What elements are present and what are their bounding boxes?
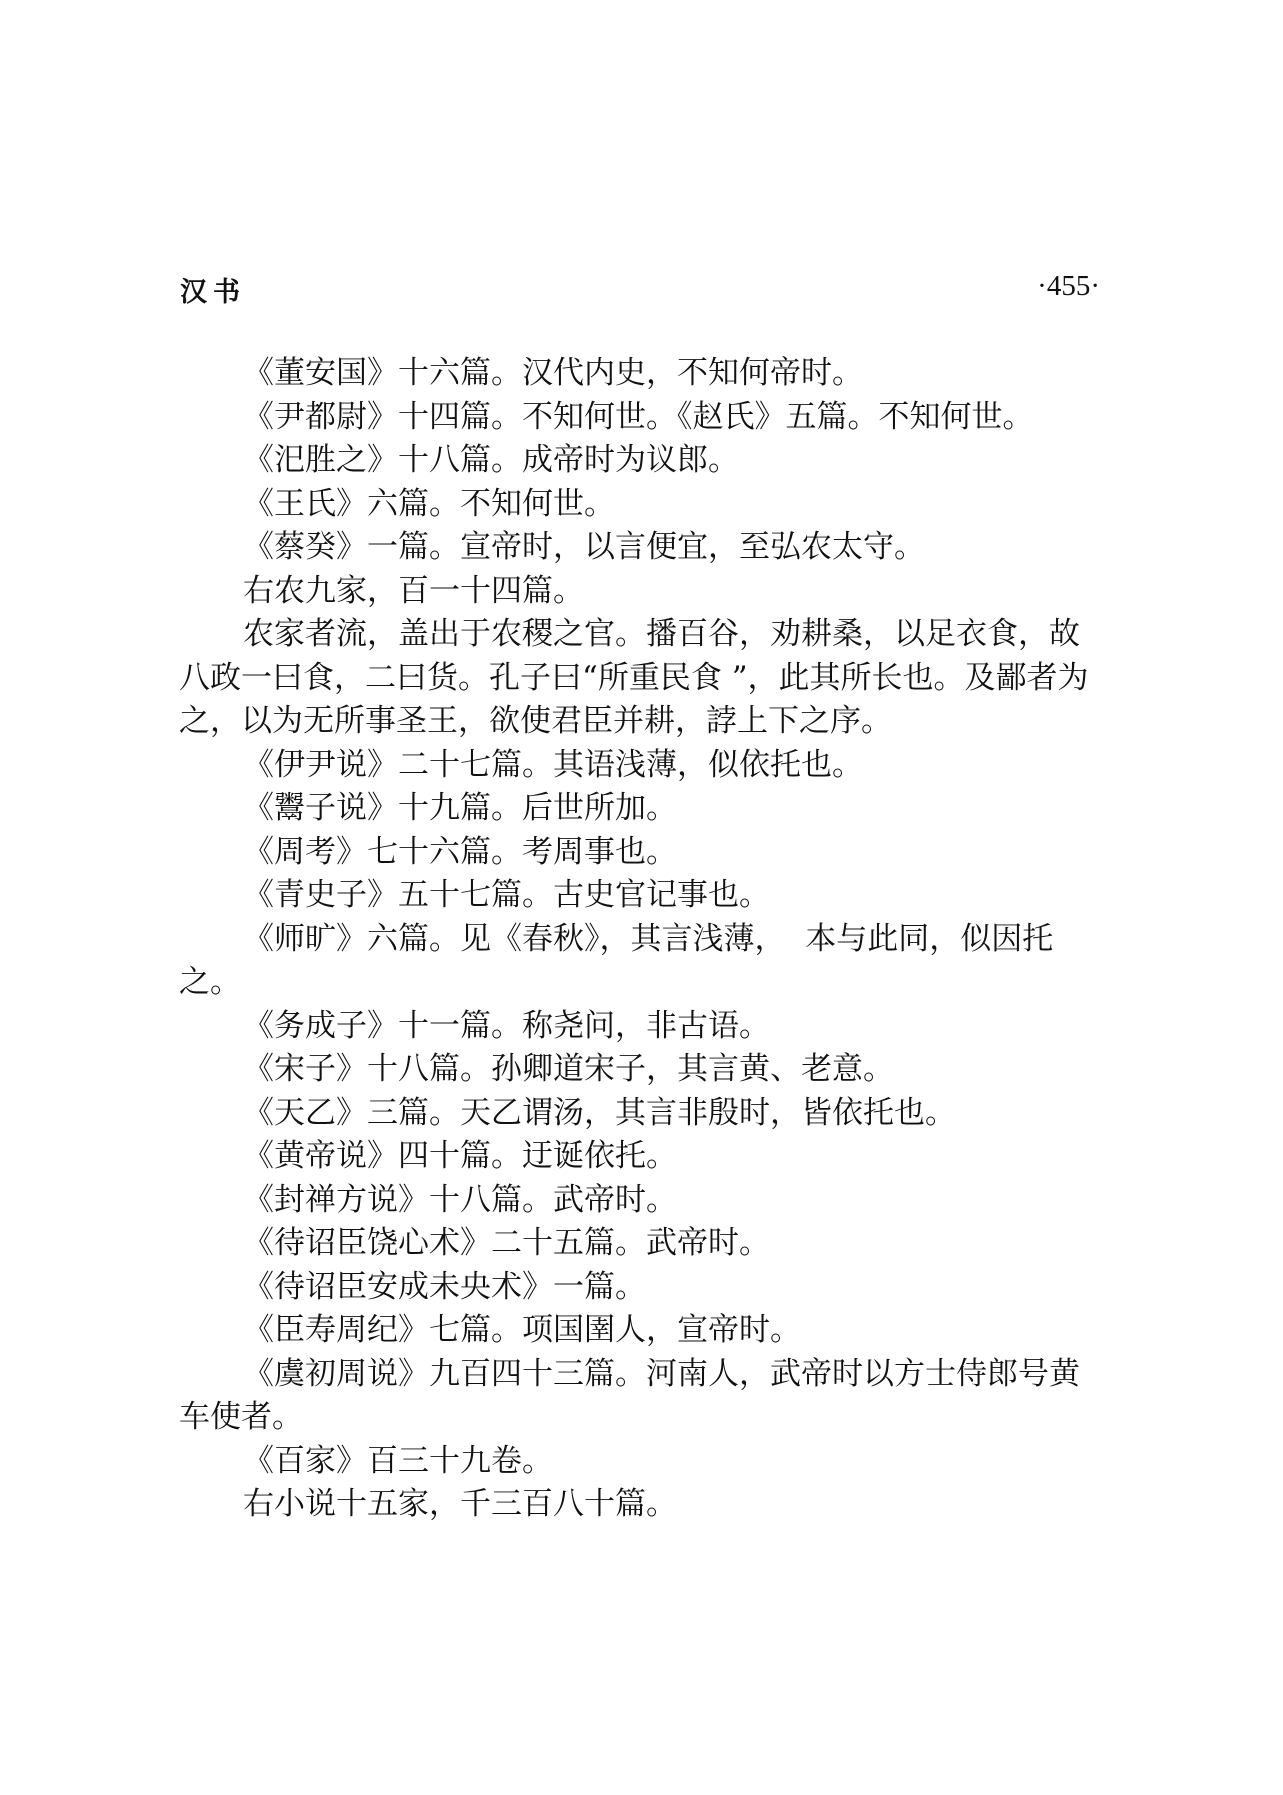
paragraph-dong-anguo: 《董安国》十六篇。汉代内史，不知何帝时。 bbox=[243, 355, 863, 391]
paragraph-yu-chu: 《虞初周说》九百四十三篇。河南人，武帝时以方士侍郎号黄车使者。 bbox=[179, 1355, 1080, 1435]
paragraph-nongjia-essay: 农家者流，盖出于农稷之官。播百谷，劝耕桑，以足衣食，故八政一曰食，二曰货。孔子曰“所重民食 ”，此其所长也。及鄙者为之，以为无所事圣王，欲使君臣并耕，誖上下之序。 bbox=[179, 616, 1089, 739]
paragraph-songzi: 《宋子》十八篇。孙卿道宋子，其言黄、老意。 bbox=[243, 1051, 894, 1087]
paragraph-si-shengzhi: 《汜胜之》十八篇。成帝时为议郎。 bbox=[243, 442, 739, 478]
paragraph-daizhao-ancheng: 《待诏臣安成未央术》一篇。 bbox=[243, 1268, 646, 1305]
paragraph-daizhao-rao: 《待诏臣饶心术》二十五篇。武帝时。 bbox=[243, 1225, 770, 1261]
paragraph-chen-shou: 《臣寿周纪》七篇。项国圉人，宣帝时。 bbox=[243, 1312, 801, 1348]
page-number: ·455· bbox=[1037, 270, 1100, 302]
paragraph-yi-yin-shuo: 《伊尹说》二十七篇。其语浅薄，似依托也。 bbox=[243, 746, 863, 783]
page-body bbox=[179, 352, 1109, 1527]
paragraph-fengshan-fangshuo: 《封禅方说》十八篇。武帝时。 bbox=[243, 1181, 677, 1218]
book-title: 汉书 bbox=[180, 277, 246, 308]
paragraph-cai-gui: 《蔡癸》一篇。宣帝时，以言便宜，至弘农太守。 bbox=[243, 529, 925, 565]
running-header bbox=[180, 270, 1100, 310]
paragraph-wang-shi: 《王氏》六篇。不知何世。 bbox=[243, 485, 615, 522]
paragraph-qingshizi: 《青史子》五十七篇。古史官记事也。 bbox=[243, 877, 770, 913]
paragraph-yin-duwei: 《尹都尉》十四篇。不知何世。《赵氏》五篇。不知何世。 bbox=[243, 398, 1034, 435]
paragraph-tian-yi: 《天乙》三篇。天乙谓汤，其言非殷时，皆依托也。 bbox=[243, 1094, 956, 1131]
paragraph-huangdi-shuo: 《黄帝说》四十篇。迂诞依托。 bbox=[243, 1138, 677, 1174]
paragraph-shi-kuang: 《师旷》六篇。见《春秋》，其言浅薄， 本与此同，似因托之。 bbox=[179, 920, 1054, 1000]
paragraph-baijia: 《百家》百三十九卷。 bbox=[243, 1442, 553, 1479]
paragraph-yuzi-shuo: 《鬻子说》十九篇。后世所加。 bbox=[243, 790, 677, 826]
paragraph-nongjia-summary: 右农九家，百一十四篇。 bbox=[243, 572, 584, 609]
paragraph-zhou-kao: 《周考》七十六篇。考周事也。 bbox=[243, 833, 677, 870]
paragraph-xiaoshuo-summary: 右小说十五家，千三百八十篇。 bbox=[243, 1486, 677, 1522]
paragraph-wuchengzi: 《务成子》十一篇。称尧问，非古语。 bbox=[243, 1007, 770, 1044]
